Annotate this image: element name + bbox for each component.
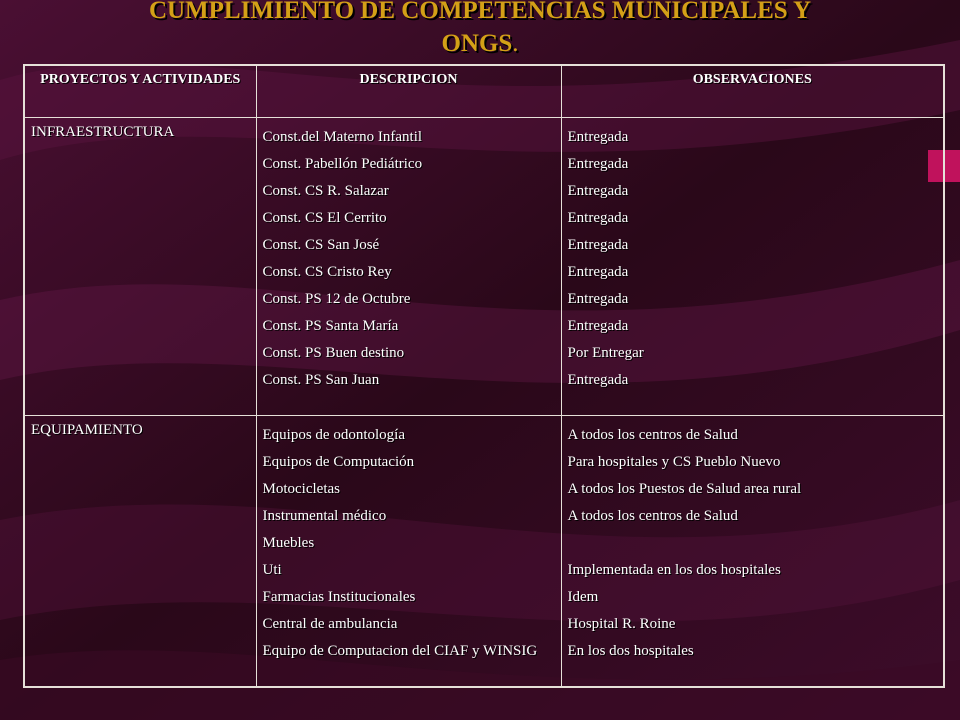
list-item: Equipos de Computación <box>262 453 415 470</box>
list-item: Const. PS Santa María <box>262 317 399 334</box>
list-item: Implementada en los dos hospitales <box>567 561 781 578</box>
competencias-table <box>23 64 945 688</box>
list-item: Por Entregar <box>567 344 644 361</box>
title-line-1: CUMPLIMIENTO DE COMPETENCIAS MUNICIPALES Y <box>148 0 812 24</box>
list-item: Uti <box>262 561 282 578</box>
list-item: Entregada <box>567 128 629 145</box>
list-item: Para hospitales y CS Pueblo Nuevo <box>567 453 781 470</box>
list-item: Equipos de odontología <box>262 426 405 443</box>
list-item: Const. CS Cristo Rey <box>262 263 392 280</box>
table-row-infraestructura <box>24 117 944 415</box>
list-item: A todos los Puestos de Salud area rural <box>567 480 802 497</box>
list-item: Central de ambulancia <box>262 615 398 632</box>
list-item: Idem <box>567 588 599 605</box>
list-item: Entregada <box>567 290 629 307</box>
list-item: Const. CS San José <box>262 236 380 253</box>
list-item: Farmacias Institucionales <box>262 588 416 605</box>
header-observaciones: OBSERVACIONES <box>561 65 944 117</box>
list-item: Entregada <box>567 182 629 199</box>
list-item: En los dos hospitales <box>567 642 694 659</box>
list-item: Const. PS 12 de Octubre <box>262 290 411 307</box>
list-item: Const.del Materno Infantil <box>262 128 423 145</box>
description-cell <box>256 415 561 687</box>
list-item: Const. Pabellón Pediátrico <box>262 155 423 172</box>
project-cell: EQUIPAMIENTO <box>24 415 256 687</box>
slide-title <box>60 0 900 60</box>
header-descripcion: DESCRIPCION <box>256 65 561 117</box>
list-item: Const. CS El Cerrito <box>262 209 387 226</box>
list-item: Equipo de Computacion del CIAF y WINSIG <box>262 642 538 659</box>
list-item: Entregada <box>567 209 629 226</box>
list-item: Muebles <box>262 534 315 551</box>
title-line-2 <box>60 27 900 60</box>
list-item: Entregada <box>567 263 629 280</box>
title-period: . <box>512 30 519 57</box>
title-line-2-text: ONGS <box>441 30 513 57</box>
list-item: Entregada <box>567 155 629 172</box>
list-item: Const. PS San Juan <box>262 371 380 388</box>
list-item: Entregada <box>567 371 629 388</box>
list-item <box>568 530 938 557</box>
header-proyectos: PROYECTOS Y ACTIVIDADES <box>24 65 256 117</box>
project-cell: INFRAESTRUCTURA <box>24 117 256 415</box>
observation-cell <box>561 415 944 687</box>
observation-cell <box>561 117 944 415</box>
list-item: Entregada <box>567 236 629 253</box>
table-row-equipamiento <box>24 415 944 687</box>
list-item: Const. PS Buen destino <box>262 344 405 361</box>
list-item: Entregada <box>567 317 629 334</box>
list-item: Motocicletas <box>262 480 340 497</box>
description-cell <box>256 117 561 415</box>
list-item: A todos los centros de Salud <box>567 507 738 524</box>
list-item: A todos los centros de Salud <box>567 426 738 443</box>
table-header-row <box>24 65 944 117</box>
list-item: Instrumental médico <box>262 507 387 524</box>
list-item: Hospital R. Roine <box>567 615 676 632</box>
list-item: Const. CS R. Salazar <box>262 182 389 199</box>
